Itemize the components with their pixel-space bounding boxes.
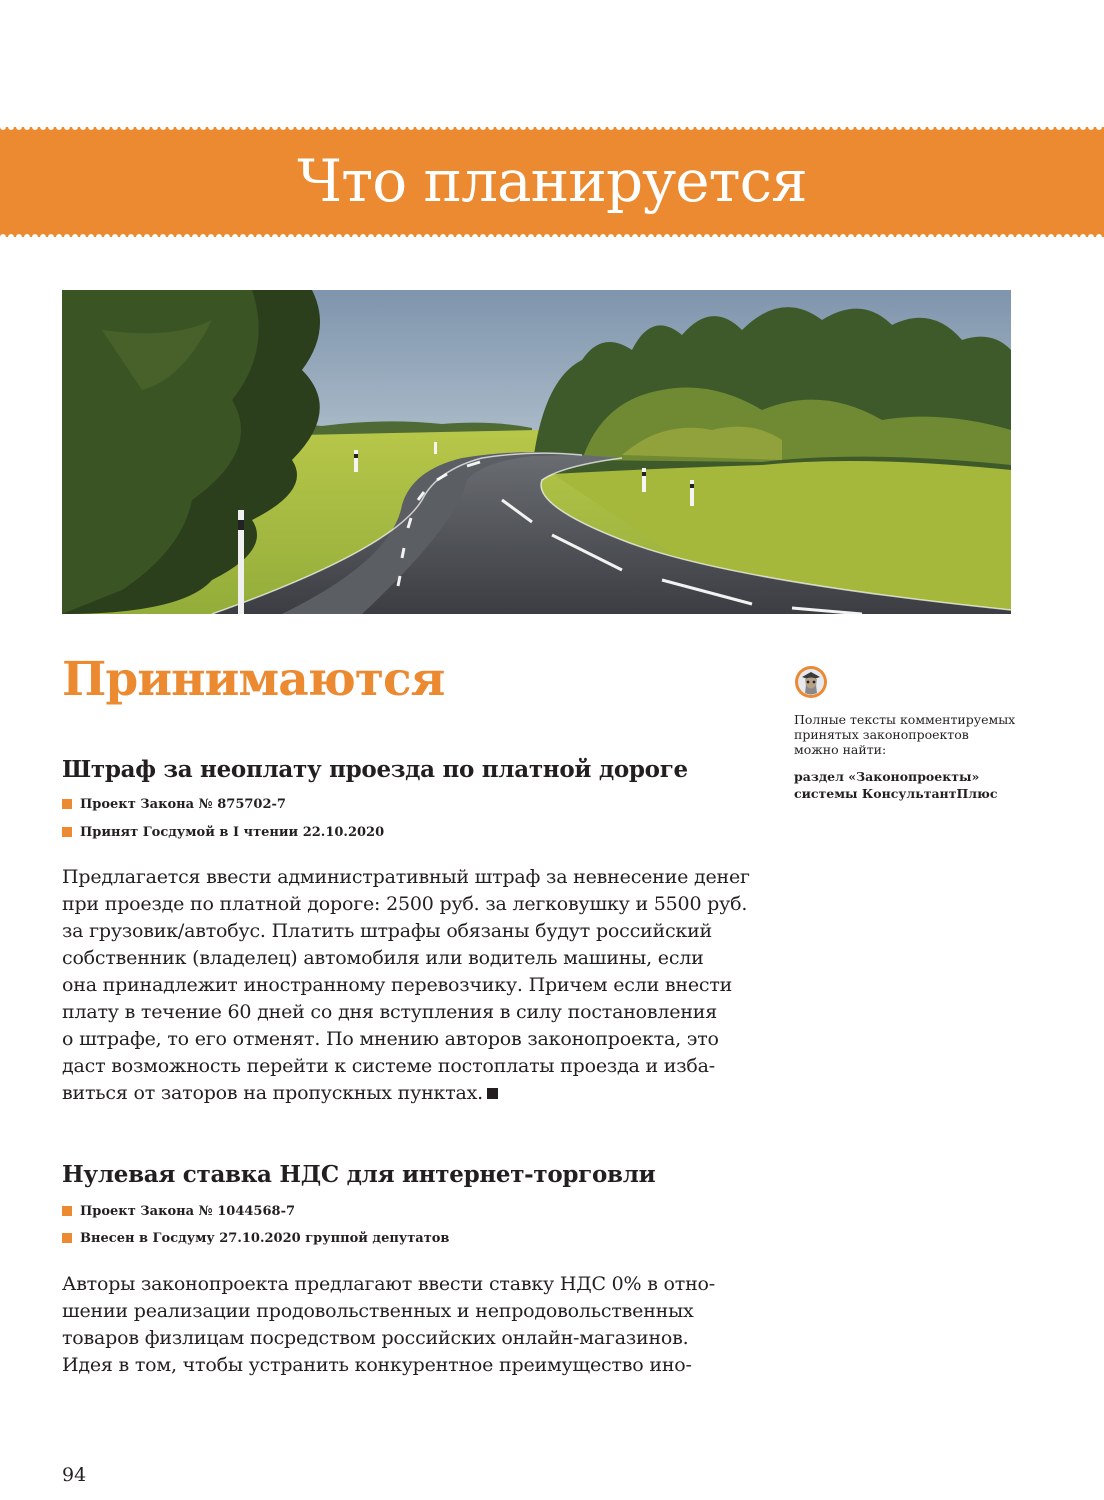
- section-banner: [0, 127, 1104, 237]
- article-title: Нулевая ставка НДС для интернет-торговли: [62, 1161, 656, 1188]
- article-meta-item: [62, 1203, 295, 1221]
- road-photo: [62, 290, 1011, 614]
- scholar-avatar-icon: [794, 665, 828, 699]
- sidebar-note-line: Полные тексты комментируемых: [794, 712, 1016, 727]
- sidebar-source-line: системы КонсультантПлюс: [794, 786, 998, 801]
- sidebar-note: [794, 712, 1024, 757]
- end-of-article-mark: [487, 1088, 498, 1099]
- article-meta-text: Проект Закона № 1044568-7: [80, 1204, 296, 1219]
- article-meta-item: [62, 824, 384, 842]
- article-body-line: Идея в том, чтобы устранить конкурентное преимущество ино-: [62, 1354, 692, 1376]
- article-body-line: за грузовик/автобус. Платить штрафы обязаны будут российский: [62, 920, 712, 942]
- road-photo-illustration: [62, 290, 1011, 614]
- article-meta-text: Внесен в Госдуму 27.10.2020 группой депутатов: [80, 1231, 450, 1246]
- article-title: Штраф за неоплату проезда по платной дороге: [62, 756, 688, 783]
- orange-bullet-icon: [62, 799, 72, 809]
- sidebar-source-line: раздел «Законопроекты»: [794, 769, 980, 784]
- page-number: 94: [62, 1464, 87, 1486]
- banner-scallop-bottom: [0, 231, 1104, 237]
- article-meta-item: [62, 1230, 449, 1248]
- article-body-line: плату в течение 60 дней со дня вступления в силу постановления: [62, 1001, 718, 1023]
- sidebar-note-line: принятых законопроектов: [794, 727, 969, 742]
- banner-scallop-top: [0, 127, 1104, 133]
- sidebar-source: [794, 768, 1034, 802]
- sidebar-note-line: можно найти:: [794, 742, 887, 757]
- orange-bullet-icon: [62, 1206, 72, 1216]
- article-body: [62, 1271, 752, 1379]
- article-body-line: виться от заторов на пропускных пунктах.: [62, 1082, 484, 1104]
- article-body-line: при проезде по платной дороге: 2500 руб. за легковушку и 5500 руб.: [62, 893, 748, 915]
- article-body: [62, 864, 752, 1107]
- article-body-line: даст возможность перейти к системе постоплаты проезда и изба-: [62, 1055, 716, 1077]
- article-body-line: шении реализации продовольственных и непродовольственных: [62, 1300, 694, 1322]
- article-meta-item: [62, 796, 286, 814]
- article-body-line: собственник (владелец) автомобиля или водитель машины, если: [62, 947, 704, 969]
- article-body-line: она принадлежит иностранному перевозчику. Причем если внести: [62, 974, 733, 996]
- article-body-line: Авторы законопроекта предлагают ввести ставку НДС 0% в отно-: [62, 1273, 716, 1295]
- orange-bullet-icon: [62, 827, 72, 837]
- article-meta-text: Проект Закона № 875702-7: [80, 797, 286, 812]
- banner-title: Что планируется: [297, 147, 807, 215]
- article-body-line: Предлагается ввести административный штраф за невнесение денег: [62, 866, 750, 888]
- orange-bullet-icon: [62, 1233, 72, 1243]
- article-body-last-line: [62, 1080, 752, 1107]
- article-body-line: товаров физлицам посредством российских онлайн-магазинов.: [62, 1327, 689, 1349]
- article-body-line: о штрафе, то его отменят. По мнению авторов законопроекта, это: [62, 1028, 719, 1050]
- article-meta-text: Принят Госдумой в I чтении 22.10.2020: [80, 825, 385, 840]
- section-title: Принимаются: [62, 652, 445, 707]
